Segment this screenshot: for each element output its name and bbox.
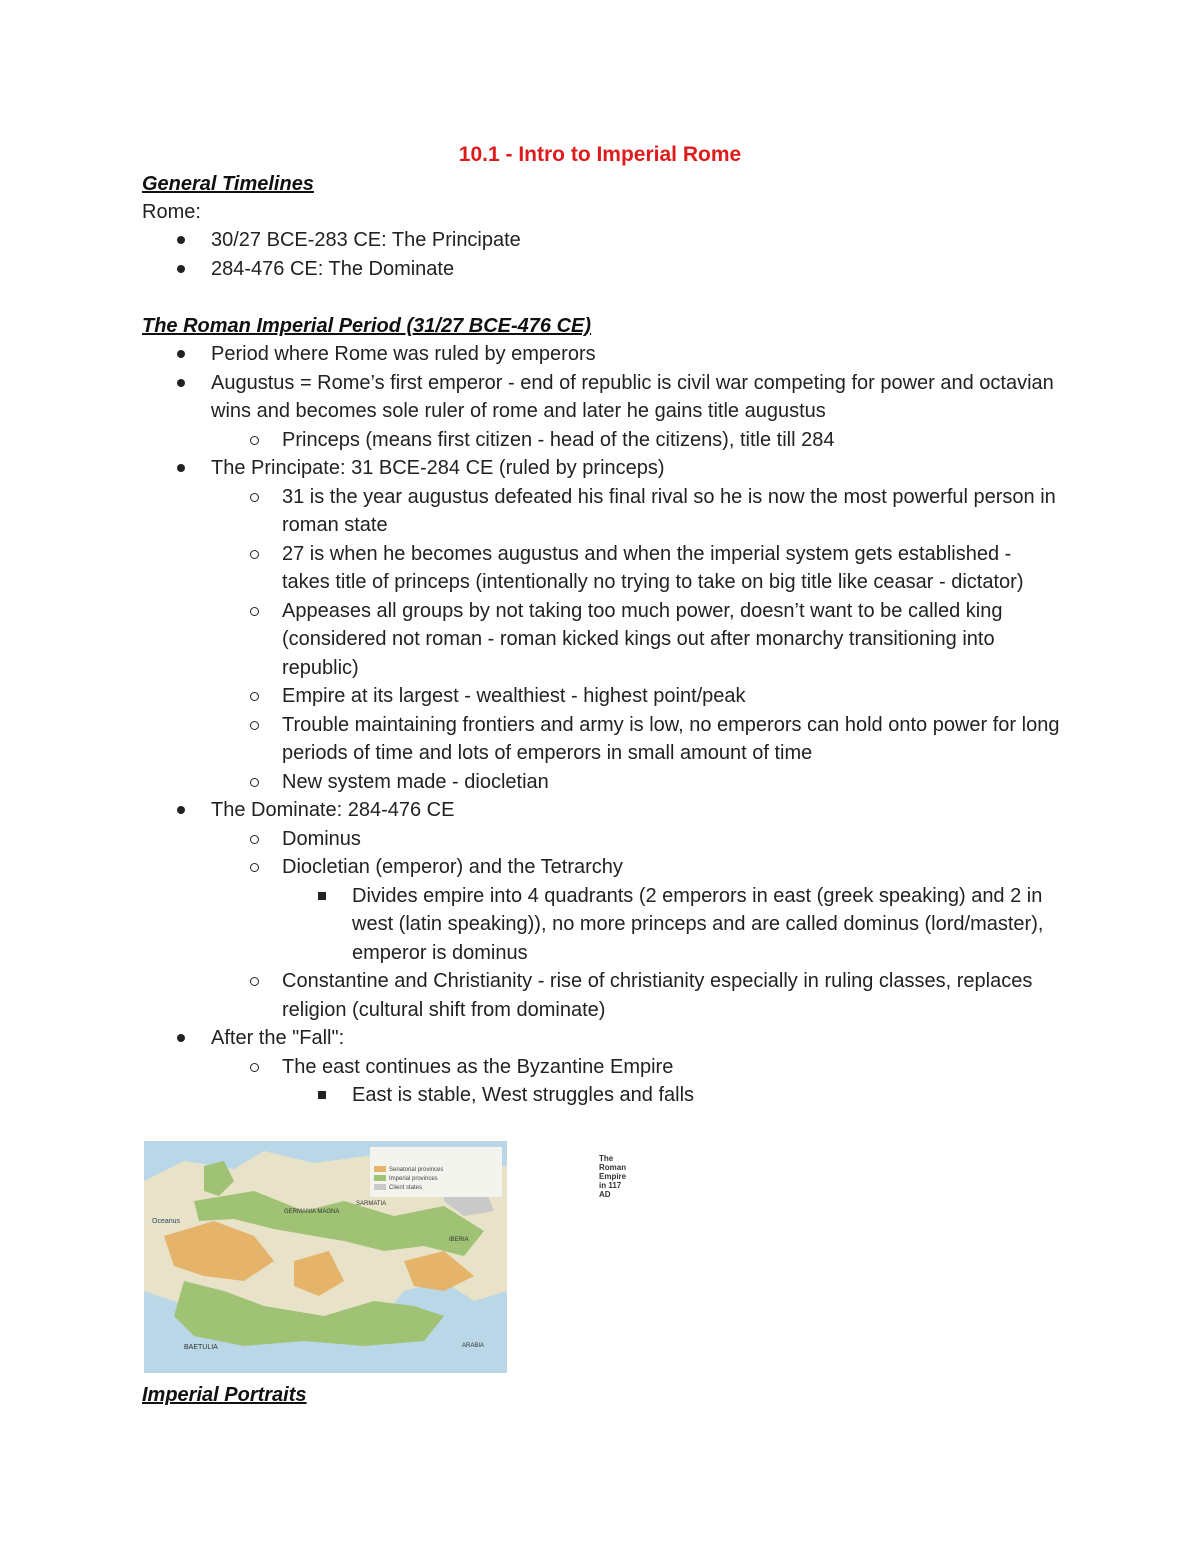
- list-item: Constantine and Christianity - rise of christianity especially in ruling classes, replaces religion (cultural shift from dominate): [0, 967, 1200, 1024]
- section-heading-general-timelines: General Timelines: [142, 173, 314, 195]
- map-caption: The Roman Empire in 117 AD: [599, 1154, 627, 1199]
- list-item: Dominus: [0, 825, 1200, 854]
- list-item: New system made - diocletian: [0, 768, 1200, 797]
- map-label: SARMATIA: [356, 1201, 387, 1207]
- list-item: Diocletian (emperor) and the Tetrarchy: [0, 853, 1200, 882]
- map-label: IBERIA: [449, 1237, 469, 1243]
- list-item: After the "Fall":: [0, 1024, 1200, 1053]
- map-legend: [370, 1147, 627, 1199]
- list-item: East is stable, West struggles and falls: [0, 1081, 1200, 1110]
- map-label: Oceanus: [152, 1218, 181, 1225]
- list-item: Appeases all groups by not taking too much power, doesn’t want to be called king (considered not roman - roman kicked kings out after monarchy transitioning into republic): [0, 597, 1200, 683]
- list-item: 27 is when he becomes augustus and when the imperial system gets established - takes title of princeps (intentionally no trying to take on big title like ceasar - dictator): [0, 540, 1200, 597]
- list-item: The east continues as the Byzantine Empire: [0, 1053, 1200, 1082]
- list-item: Divides empire into 4 quadrants (2 emperors in east (greek speaking) and 2 in west (latin speaking)), no more princeps and are called dominus (lord/master), emperor is dominus: [0, 882, 1200, 968]
- roman-empire-map: [144, 1141, 627, 1373]
- list-item: 284-476 CE: The Dominate: [0, 255, 1200, 284]
- imperial-period-list: [0, 340, 1200, 1110]
- map-label: GERMANIA MAGNA: [284, 1209, 340, 1215]
- list-item: Augustus = Rome’s first emperor - end of republic is civil war competing for power and octavian wins and becomes sole ruler of rome and later he gains title augustus: [0, 369, 1200, 426]
- section-heading-imperial-period: The Roman Imperial Period (31/27 BCE-476 CE): [142, 315, 592, 337]
- list-item: 30/27 BCE-283 CE: The Principate: [0, 226, 1200, 255]
- list-item: The Principate: 31 BCE-284 CE (ruled by princeps): [0, 454, 1200, 483]
- map-label: BAETULIA: [184, 1344, 218, 1351]
- timeline-list: [0, 226, 1200, 283]
- legend-item: Senatorial provinces: [374, 1166, 443, 1175]
- list-item: Period where Rome was ruled by emperors: [0, 340, 1200, 369]
- legend-item: Client states: [374, 1184, 443, 1193]
- list-item: Princeps (means first citizen - head of the citizens), title till 284: [0, 426, 1200, 455]
- list-item: 31 is the year augustus defeated his final rival so he is now the most powerful person in roman state: [0, 483, 1200, 540]
- list-item: The Dominate: 284-476 CE: [0, 796, 1200, 825]
- section-heading-imperial-portraits: Imperial Portraits: [142, 1384, 307, 1406]
- list-item: Empire at its largest - wealthiest - highest point/peak: [0, 682, 1200, 711]
- legend-item: Imperial provinces: [374, 1175, 443, 1184]
- rome-label: Rome:: [142, 201, 201, 223]
- map-label: ARABIA: [462, 1343, 485, 1349]
- page-title: 10.1 - Intro to Imperial Rome: [458, 143, 742, 166]
- list-item: Trouble maintaining frontiers and army is low, no emperors can hold onto power for long periods of time and lots of emperors in small amount of time: [0, 711, 1200, 768]
